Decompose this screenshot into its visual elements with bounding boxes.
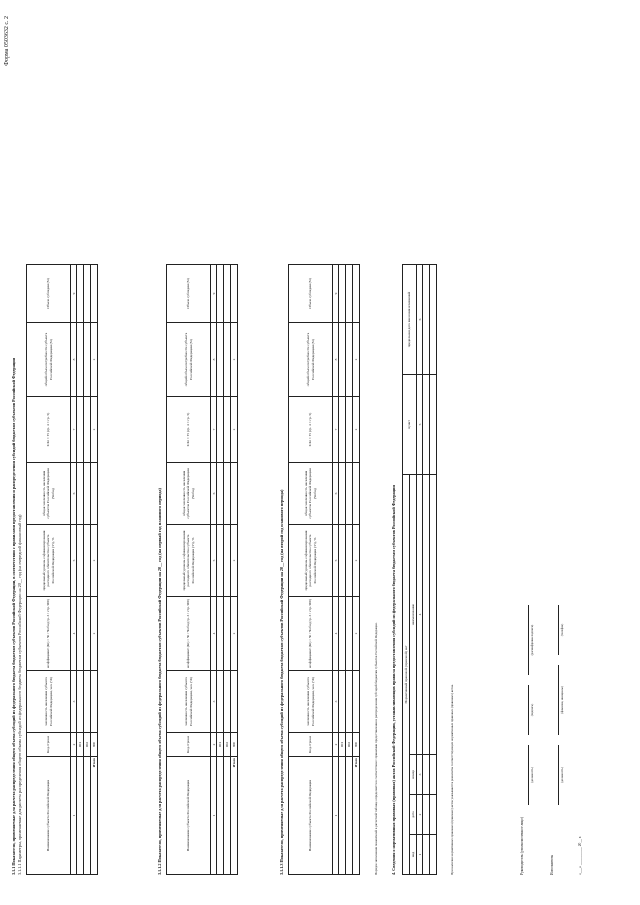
head-name-field[interactable]: [522, 605, 529, 675]
table-cell[interactable]: [430, 374, 437, 474]
col-header: Наименование субъекта Российской Федерации: [289, 757, 333, 875]
section-3-table: [288, 264, 360, 875]
executor-phone-field[interactable]: [552, 605, 559, 655]
total-mark: х: [353, 323, 360, 397]
col-header: вид: [410, 835, 417, 875]
total-label: Итого: [353, 757, 360, 875]
col-header: Код строки: [289, 733, 333, 757]
col-header: Σ Кi × Уi (гр. 4 × гр. 5): [289, 397, 333, 463]
table-cell[interactable]: [423, 474, 430, 754]
table-cell[interactable]: [346, 265, 353, 323]
col-number: 3: [71, 671, 77, 733]
col-header: Объем субсидии (Si): [167, 265, 211, 323]
table-cell[interactable]: [77, 323, 84, 397]
table-cell[interactable]: [231, 265, 238, 323]
table-cell[interactable]: [77, 265, 84, 323]
col-header: дата: [410, 795, 417, 835]
table-cell[interactable]: [224, 525, 231, 597]
group-header: Нормативный правовой (правовой) акт: [403, 474, 410, 874]
col-header: Объем субсидии (Si): [289, 265, 333, 323]
col-header: Объем субсидии (Si): [27, 265, 71, 323]
total-mark: х: [353, 525, 360, 597]
total-label: Итого: [91, 757, 98, 875]
section-4-table: [402, 264, 437, 875]
executor-label: Исполнитель: [550, 854, 554, 875]
table-cell[interactable]: [77, 597, 84, 671]
table-cell[interactable]: [423, 755, 430, 795]
table-cell[interactable]: [339, 671, 346, 733]
row-code: 001: [339, 733, 346, 757]
head-label: Руководитель (уполномоченное лицо): [520, 816, 524, 875]
table-cell[interactable]: [84, 757, 91, 875]
table-cell[interactable]: [224, 671, 231, 733]
col-number: 1: [211, 757, 217, 875]
col-number: 1: [71, 757, 77, 875]
col-header: Код строки: [27, 733, 71, 757]
table-cell[interactable]: [423, 795, 430, 835]
table-cell[interactable]: [346, 323, 353, 397]
caption-name: (фамилия, инициалы): [560, 686, 564, 714]
caption-position-2: (должность): [560, 767, 564, 783]
table-cell[interactable]: [217, 463, 224, 525]
table-cell[interactable]: [346, 671, 353, 733]
col-number: 1: [417, 835, 423, 875]
table-cell[interactable]: [224, 323, 231, 397]
table-cell[interactable]: [84, 463, 91, 525]
total-code: 900: [91, 733, 98, 757]
col-number: 5: [333, 525, 339, 597]
row-code: 002: [224, 733, 231, 757]
table-cell[interactable]: [423, 264, 430, 374]
table-cell[interactable]: [339, 397, 346, 463]
total-code: 900: [231, 733, 238, 757]
section-1-title: 3.1.1 Показатели, применяемые для расчета распределения общего объема субсидий из федерального бюджета бюджетам субъектов Российской Федерации, в соответствии с правилами предоставления и распределения субсидий бюджетам субъектов Российской Федерации: [11, 357, 16, 875]
row-code: 002: [346, 733, 353, 757]
row-code: 001: [77, 733, 84, 757]
col-number: 2: [333, 733, 339, 757]
section-2-table: [166, 264, 238, 875]
col-header: общий объем потребности субъекта Российской Федерации (Si): [167, 323, 211, 397]
table-cell[interactable]: [339, 323, 346, 397]
col-header: коэффициент (Кi) = Чi / Чобщ (гр. 3 / стр. 900): [289, 597, 333, 671]
col-header: предельный уровень софинансирования расходного обязательства субъекта Российской Федерации (Уi), %: [167, 525, 211, 597]
table-cell[interactable]: [430, 474, 437, 754]
col-header: общий объем потребности субъекта Российской Федерации (Si): [289, 323, 333, 397]
col-number: 4: [333, 597, 339, 671]
table-cell[interactable]: [91, 265, 98, 323]
table-cell[interactable]: [217, 757, 224, 875]
col-number: 5: [211, 525, 217, 597]
col-number: 9: [333, 265, 339, 323]
col-number: 8: [211, 323, 217, 397]
table-cell[interactable]: [91, 671, 98, 733]
row-code: 002: [84, 733, 91, 757]
table-cell[interactable]: [339, 757, 346, 875]
col-header: пункт: [403, 374, 417, 474]
total-mark: х: [231, 597, 238, 671]
table-cell[interactable]: [217, 397, 224, 463]
head-position-field[interactable]: [522, 745, 529, 805]
table-cell[interactable]: [353, 463, 360, 525]
total-label: Итого: [231, 757, 238, 875]
col-number: 7: [211, 397, 217, 463]
table-cell[interactable]: [217, 265, 224, 323]
table-cell[interactable]: [339, 597, 346, 671]
signature-date: «___» __________ 20__ г.: [578, 836, 582, 875]
col-header: общий объем потребности субъекта Российской Федерации (Si): [27, 323, 71, 397]
table-cell[interactable]: [77, 463, 84, 525]
caption-phone: (телефон): [560, 623, 564, 637]
section-1-subtitle: 3.1.1.1 Параметры, применяемые для расчета распределения общего объема субсидий из федерального бюджета бюджетам субъектов Российской Федерации на 20__ год (на очередной финансовый год): [17, 514, 22, 875]
table-cell[interactable]: [224, 757, 231, 875]
total-mark: х: [91, 397, 98, 463]
col-number: 5: [71, 525, 77, 597]
section-2-title: 3.1.1.2 Показатели, применяемые для расчета распределения общего объема субсидий из федерального бюджета бюджетам субъектов Российской Федерации на 20__ год (на первый год планового периода): [157, 488, 162, 875]
col-header: номер: [410, 755, 417, 795]
table-cell[interactable]: [84, 265, 91, 323]
table-cell[interactable]: [217, 323, 224, 397]
section-1-table: [26, 264, 98, 875]
col-number: 8: [71, 323, 77, 397]
total-mark: х: [231, 397, 238, 463]
table-cell[interactable]: [430, 835, 437, 875]
section-3-title: 3.1.1.3 Показатели, применяемые для расчета распределения общего объема субсидий из федерального бюджета бюджетам субъектов Российской Федерации на 20__ год (на второй год планового периода): [279, 489, 284, 875]
table-cell[interactable]: [231, 463, 238, 525]
caption-position: (должность): [530, 767, 534, 783]
col-header: предельная дата внесения изменений: [403, 264, 417, 374]
table-cell[interactable]: [84, 597, 91, 671]
total-mark: х: [353, 397, 360, 463]
total-code: 900: [353, 733, 360, 757]
table-cell[interactable]: [224, 397, 231, 463]
table-cell[interactable]: [84, 671, 91, 733]
table-cell[interactable]: [224, 597, 231, 671]
col-header: Σ Кi × Уi (гр. 4 × гр. 5): [167, 397, 211, 463]
total-mark: х: [91, 525, 98, 597]
table-cell[interactable]: [430, 795, 437, 835]
col-header: Наименование субъекта Российской Федерации: [27, 757, 71, 875]
col-header: наименование: [410, 474, 417, 754]
table-cell[interactable]: [77, 671, 84, 733]
table-cell[interactable]: [91, 463, 98, 525]
table-cell[interactable]: [217, 671, 224, 733]
col-number: 2: [417, 795, 423, 835]
table-cell[interactable]: [84, 323, 91, 397]
col-number: 3: [333, 671, 339, 733]
col-number: 4: [417, 474, 423, 754]
col-header: общая численность населения субъектов Российской Федерации (Чобщ): [27, 463, 71, 525]
table-cell[interactable]: [217, 597, 224, 671]
col-number: 6: [333, 463, 339, 525]
col-number: 7: [333, 397, 339, 463]
table-cell[interactable]: [430, 755, 437, 795]
table-cell[interactable]: [423, 374, 430, 474]
col-number: 3: [417, 755, 423, 795]
col-number: 8: [333, 323, 339, 397]
total-mark: х: [91, 597, 98, 671]
col-number: 6: [417, 264, 423, 374]
table-cell[interactable]: [346, 397, 353, 463]
section-4-title: 4. Сведения о нормативных правовых (правовых) актах Российской Федерации, устанавливающих правила предоставления субсидий из федерального бюджета бюджетам субъектов Российской Федерации: [391, 485, 396, 875]
table-cell[interactable]: [353, 265, 360, 323]
col-header: численность населения субъекта Российской Федерации, чел. (Чi): [289, 671, 333, 733]
table-cell[interactable]: [77, 525, 84, 597]
total-mark: х: [231, 525, 238, 597]
table-cell[interactable]: [84, 397, 91, 463]
col-header: численность населения субъекта Российской Федерации, чел. (Чi): [27, 671, 71, 733]
col-number: 9: [211, 265, 217, 323]
table-cell[interactable]: [339, 463, 346, 525]
col-header: численность населения субъекта Российской Федерации, чел. (Чi): [167, 671, 211, 733]
col-header: общая численность населения субъектов Российской Федерации (Чобщ): [289, 463, 333, 525]
col-header: Σ Кi × Уi (гр. 4 × гр. 5): [27, 397, 71, 463]
caption-decoding: (расшифровка подписи): [530, 624, 534, 656]
table-cell[interactable]: [430, 264, 437, 374]
col-number: 2: [211, 733, 217, 757]
executor-name-field[interactable]: [552, 665, 559, 735]
table-cell[interactable]: [346, 463, 353, 525]
row-code: 001: [217, 733, 224, 757]
col-header: коэффициент (Кi) = Чi / Чобщ (гр. 3 / стр. 900): [167, 597, 211, 671]
col-number: 5: [417, 374, 423, 474]
col-header: предельный уровень софинансирования расходного обязательства субъекта Российской Федерации (Уi), %: [27, 525, 71, 597]
col-number: 4: [211, 597, 217, 671]
form-code: Форма 0503632 с. 2: [4, 16, 10, 66]
col-header: предельный уровень софинансирования расходного обязательства субъекта Российской Федерации (Уi), %: [289, 525, 333, 597]
table-cell[interactable]: [231, 671, 238, 733]
caption-signature: (подпись): [530, 703, 534, 717]
col-number: 1: [333, 757, 339, 875]
table-cell[interactable]: [423, 835, 430, 875]
col-number: 6: [211, 463, 217, 525]
total-mark: х: [353, 597, 360, 671]
col-number: 7: [71, 397, 77, 463]
footnote-1: Порядок заполнения показателей в расчетной таблице определяется в соответствии с правилами предоставления и распределения субсидий бюджетам субъектов Российской Федерации.: [374, 622, 378, 875]
total-mark: х: [231, 323, 238, 397]
table-cell[interactable]: [224, 265, 231, 323]
table-cell[interactable]: [217, 525, 224, 597]
table-cell[interactable]: [224, 463, 231, 525]
col-header: Код строки: [167, 733, 211, 757]
col-number: 4: [71, 597, 77, 671]
table-cell[interactable]: [346, 757, 353, 875]
table-cell[interactable]: [346, 525, 353, 597]
table-cell[interactable]: [339, 265, 346, 323]
total-mark: х: [91, 323, 98, 397]
col-number: 9: [71, 265, 77, 323]
col-header: коэффициент (Кi) = Чi / Чобщ (гр. 3 / стр. 900): [27, 597, 71, 671]
col-number: 6: [71, 463, 77, 525]
col-number: 2: [71, 733, 77, 757]
col-header: общая численность населения субъектов Российской Федерации (Чобщ): [167, 463, 211, 525]
table-cell[interactable]: [339, 525, 346, 597]
col-number: 3: [211, 671, 217, 733]
head-signature-field[interactable]: [522, 685, 529, 735]
table-cell[interactable]: [77, 757, 84, 875]
table-cell[interactable]: [84, 525, 91, 597]
table-cell[interactable]: [77, 397, 84, 463]
col-header: Наименование субъекта Российской Федерации: [167, 757, 211, 875]
table-cell[interactable]: [353, 671, 360, 733]
executor-position-field[interactable]: [552, 745, 559, 805]
footnote-2: При наличии нормативных правовых (правовых) актов указываются реквизиты соответствующих нормативных правовых (правовых) актов.: [450, 684, 454, 875]
table-cell[interactable]: [346, 597, 353, 671]
